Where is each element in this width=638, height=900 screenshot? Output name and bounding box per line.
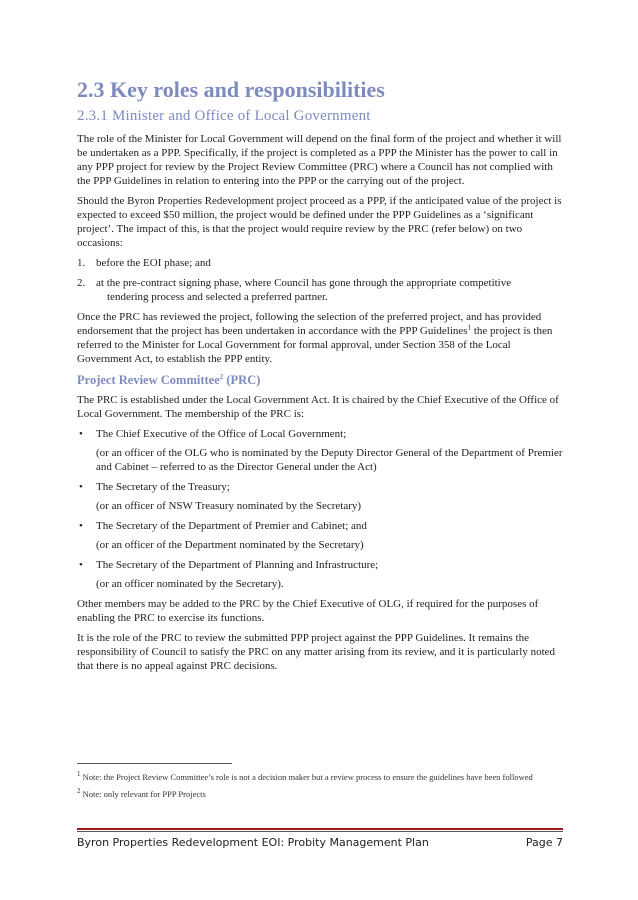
paragraph-prc-established: The PRC is established under the Local Government Act. It is chaired by the Chief Executive of the Office of Local Government. The membership of the PRC is: xyxy=(77,394,559,420)
bullet-icon: • xyxy=(79,520,83,532)
bullet-text: The Secretary of the Department of Planning and Infrastructure; xyxy=(96,559,379,571)
subsection-heading: 2.3.1 Minister and Office of Local Government xyxy=(77,108,371,124)
list-item-occasion-2 xyxy=(77,276,563,304)
bullet-text: The Secretary of the Treasury; xyxy=(96,481,230,493)
footnote-1: $^1$ Note: the Project Review Committee’s role is not a decision maker but a review process to ensure the guidelines have been followed xyxy=(77,770,533,782)
bullet-item-member-4 xyxy=(77,558,563,572)
footer-document-title: Byron Properties Redevelopment EOI: Probity Management Plan xyxy=(77,836,429,849)
list-item-text: at the pre-contract signing phase, where Council has gone through the appropriate competitive xyxy=(96,277,512,289)
footnote-ref-2[interactable]: 2 xyxy=(219,372,224,381)
footnote-ref-1[interactable]: 1 xyxy=(467,323,472,332)
member-note: (or an officer of the Department nominated by the Secretary) xyxy=(96,539,364,551)
paragraph-significant-project: Should the Byron Properties Redevelopment project proceed as a PPP, if the anticipated value of the project is expected to exceed $50 million, the project would be defined under the PPP Guidelines as a ‘significant project’. The impact of this, is that the project would require review by the PRC (refer below) on two occasions: xyxy=(77,195,562,249)
footnotes xyxy=(77,772,563,806)
footnote-2: $^2$ Note: only relevant for PPP Projects xyxy=(77,787,206,799)
list-item-text: before the EOI phase; and xyxy=(96,257,211,269)
paragraph-text: Once the PRC has reviewed the project, following the selection of the preferred project, and has provided endorsement that the project has been undertaken in accordance with the PPP Guidelines xyxy=(77,311,542,337)
list-item-continuation: tendering process and selected a preferred partner. xyxy=(107,291,328,303)
footnote-divider xyxy=(77,763,232,764)
bullet-item-member-2 xyxy=(77,480,563,494)
paragraph-prc-review xyxy=(77,310,563,366)
footnote-marker: 2 xyxy=(77,787,81,796)
bullet-icon: • xyxy=(79,428,83,440)
prc-heading: Project Review Committee$^2$ (PRC) xyxy=(77,372,261,387)
section-heading: 2.3 Key roles and responsibilities xyxy=(77,77,385,102)
footnote-marker: 1 xyxy=(77,770,81,779)
member-note: (or an officer of NSW Treasury nominated by the Secretary) xyxy=(96,500,362,512)
page-footer xyxy=(77,836,563,852)
paragraph-other-members: Other members may be added to the PRC by the Chief Executive of OLG, if required for the purposes of enabling the PRC to exercise its functions. xyxy=(77,598,539,624)
paragraph-minister-role: The role of the Minister for Local Government will depend on the final form of the project and whether it will be undertaken as a PPP. Specifically, if the project is completed as a PPP the Minister has the power to call in any PPP project for review by the Project Review Committee (PRC) where a Council has not complied with the PPP Guidelines in relation to entering into the PPP or the carrying out of the project. xyxy=(77,133,562,187)
footer-divider-grey xyxy=(77,831,563,832)
bullet-icon: • xyxy=(79,559,83,571)
paragraph-prc-role: It is the role of the PRC to review the submitted PPP project against the PPP Guidelines. It remains the responsibility of Council to satisfy the PRC on any matter arising from its review, and it is particularly noted that there is no appeal against PRC decisions. xyxy=(77,632,556,672)
bullet-item-member-3 xyxy=(77,519,563,533)
list-number: 2. xyxy=(77,277,86,289)
list-number: 1. xyxy=(77,257,86,269)
page-number: Page 7 xyxy=(525,836,563,849)
bullet-text: The Chief Executive of the Office of Local Government; xyxy=(96,428,347,440)
member-note: (or an officer of the OLG who is nominated by the Deputy Director General of the Department of Premier and Cabinet – referred to as the Director General under the Act) xyxy=(96,447,563,473)
paragraph-text: the project is then referred to the Minister for Local Government for formal approval, under Section 358 of the Local Government Act, to establish the PPP entity. xyxy=(77,325,553,365)
main-content xyxy=(77,76,563,679)
member-note: (or an officer nominated by the Secretary). xyxy=(96,578,284,590)
footer-divider-red xyxy=(77,828,563,830)
bullet-icon: • xyxy=(79,481,83,493)
bullet-text: The Secretary of the Department of Premier and Cabinet; and xyxy=(96,520,367,532)
bullet-item-member-1 xyxy=(77,427,563,441)
list-item-occasion-1 xyxy=(77,256,563,270)
